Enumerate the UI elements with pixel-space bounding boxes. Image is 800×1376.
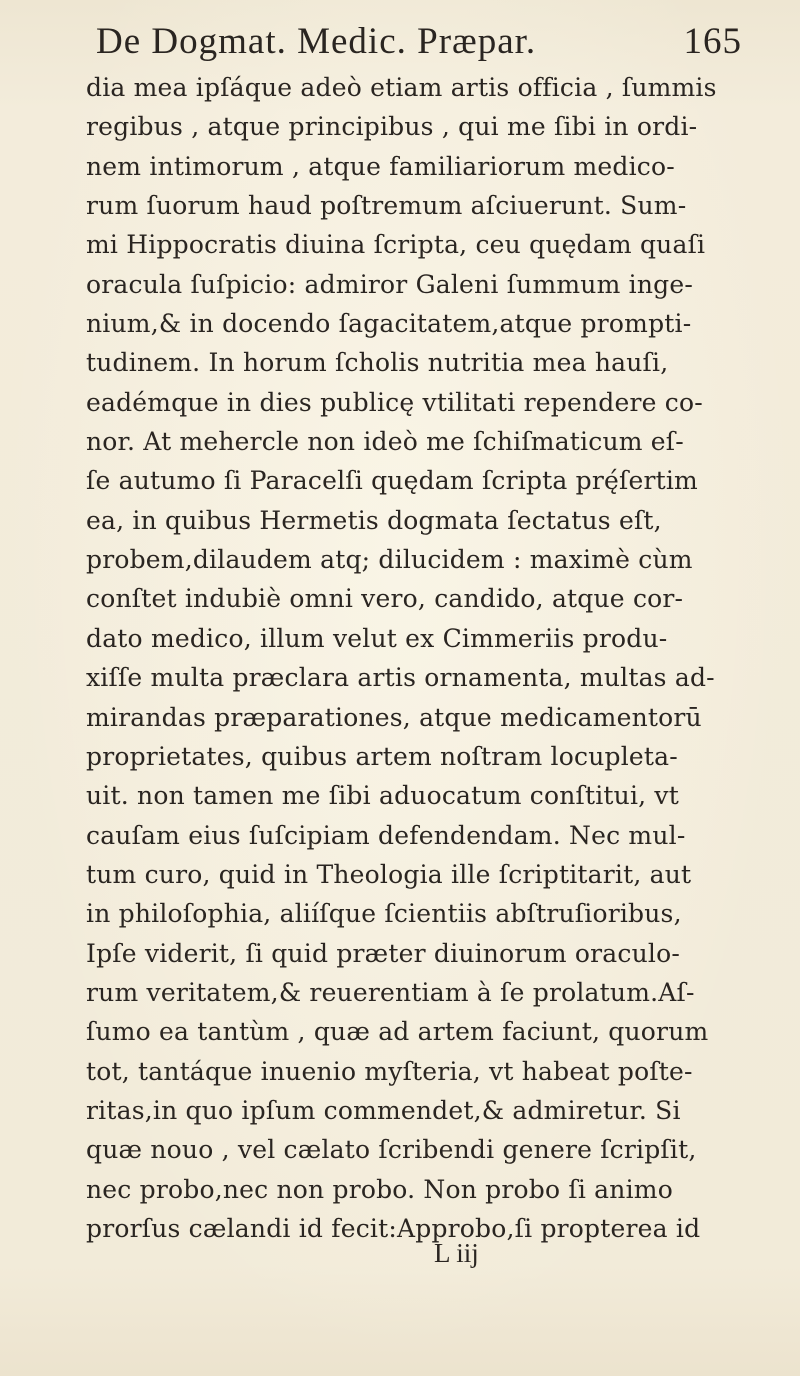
text-line-23: Ipſe viderit, ſi quid præter diuinorum oraculo-: [86, 938, 680, 968]
text-line-7: nium,& in docendo ſagacitatem,atque prompti-: [86, 309, 692, 339]
text-line-2: regibus , atque principibus , qui me ſibi in ordi-: [86, 112, 698, 142]
running-title: De Dogmat. Medic. Præpar.: [96, 21, 537, 62]
text-line-12: ea, in quibus Hermetis dogmata ſectatus eſt,: [86, 505, 662, 535]
text-line-4: rum ſuorum haud poſtremum aſciuerunt. Sum-: [86, 191, 687, 221]
text-line-9: eadémque in dies publicę vtilitati rependere co-: [86, 387, 703, 417]
text-line-30: prorſus cælandi id fecit:Approbo,ſi propterea id: [86, 1213, 701, 1243]
text-line-19: uit. non tamen me ſibi aduocatum conſtitui, vt: [86, 781, 680, 811]
text-line-13: probem,dilaudem atq; dilucidem : maximè cùm: [86, 545, 693, 575]
text-line-8: tudinem. In horum ſcholis nutritia mea hauſi,: [86, 348, 669, 378]
text-line-14: conſtet indubiè omni vero, candido, atque cor-: [86, 584, 684, 614]
text-line-3: nem intimorum , atque familiariorum medico-: [86, 151, 675, 181]
text-line-21: tum curo, quid in Theologia ille ſcriptitarit, aut: [86, 859, 692, 889]
text-line-6: oracula ſuſpicio: admiror Galeni ſummum inge-: [86, 269, 693, 299]
text-line-25: ſumo ea tantùm , quæ ad artem faciunt, quorum: [86, 1017, 709, 1047]
page-number: 165: [683, 21, 742, 62]
text-line-18: proprietates, quibus artem noſtram locupleta-: [86, 741, 678, 771]
text-line-27: ritas,in quo ipſum commendet,& admiretur. Si: [86, 1095, 681, 1125]
signature-mark: L iij: [434, 1238, 479, 1268]
text-line-5: mi Hippocratis diuina ſcripta, ceu quędam quaſi: [86, 230, 706, 260]
text-line-1: dia mea ipſáque adeò etiam artis officia , ſummis: [86, 73, 717, 102]
text-line-26: tot, tantáque inuenio myſteria, vt habeat poſte-: [86, 1056, 693, 1086]
text-line-10: nor. At mehercle non ideò me ſchiſmaticum eſ-: [86, 427, 684, 457]
text-line-22: in philoſophia, aliíſque ſcientiis abſtruſioribus,: [86, 899, 682, 929]
text-line-24: rum veritatem,& reuerentiam à ſe prolatum.Aſ-: [86, 977, 695, 1007]
body-text: [86, 68, 718, 1298]
text-line-11: ſe autumo ſi Paracelſi quędam ſcripta prę́ſertim: [86, 466, 698, 496]
text-line-15: dato medico, illum velut ex Cimmeriis produ-: [86, 623, 668, 653]
text-line-29: nec probo,nec non probo. Non probo ſi animo: [86, 1174, 673, 1204]
text-line-16: xiſſe multa præclara artis ornamenta, multas ad-: [86, 663, 715, 693]
running-head: [96, 16, 742, 68]
text-line-17: mirandas præparationes, atque medicamentorū: [86, 702, 702, 732]
text-line-28: quæ nouo , vel cælato ſcribendi genere ſcripſit,: [86, 1135, 697, 1165]
text-line-20: cauſam eius ſuſcipiam defendendam. Nec mul-: [86, 820, 686, 850]
